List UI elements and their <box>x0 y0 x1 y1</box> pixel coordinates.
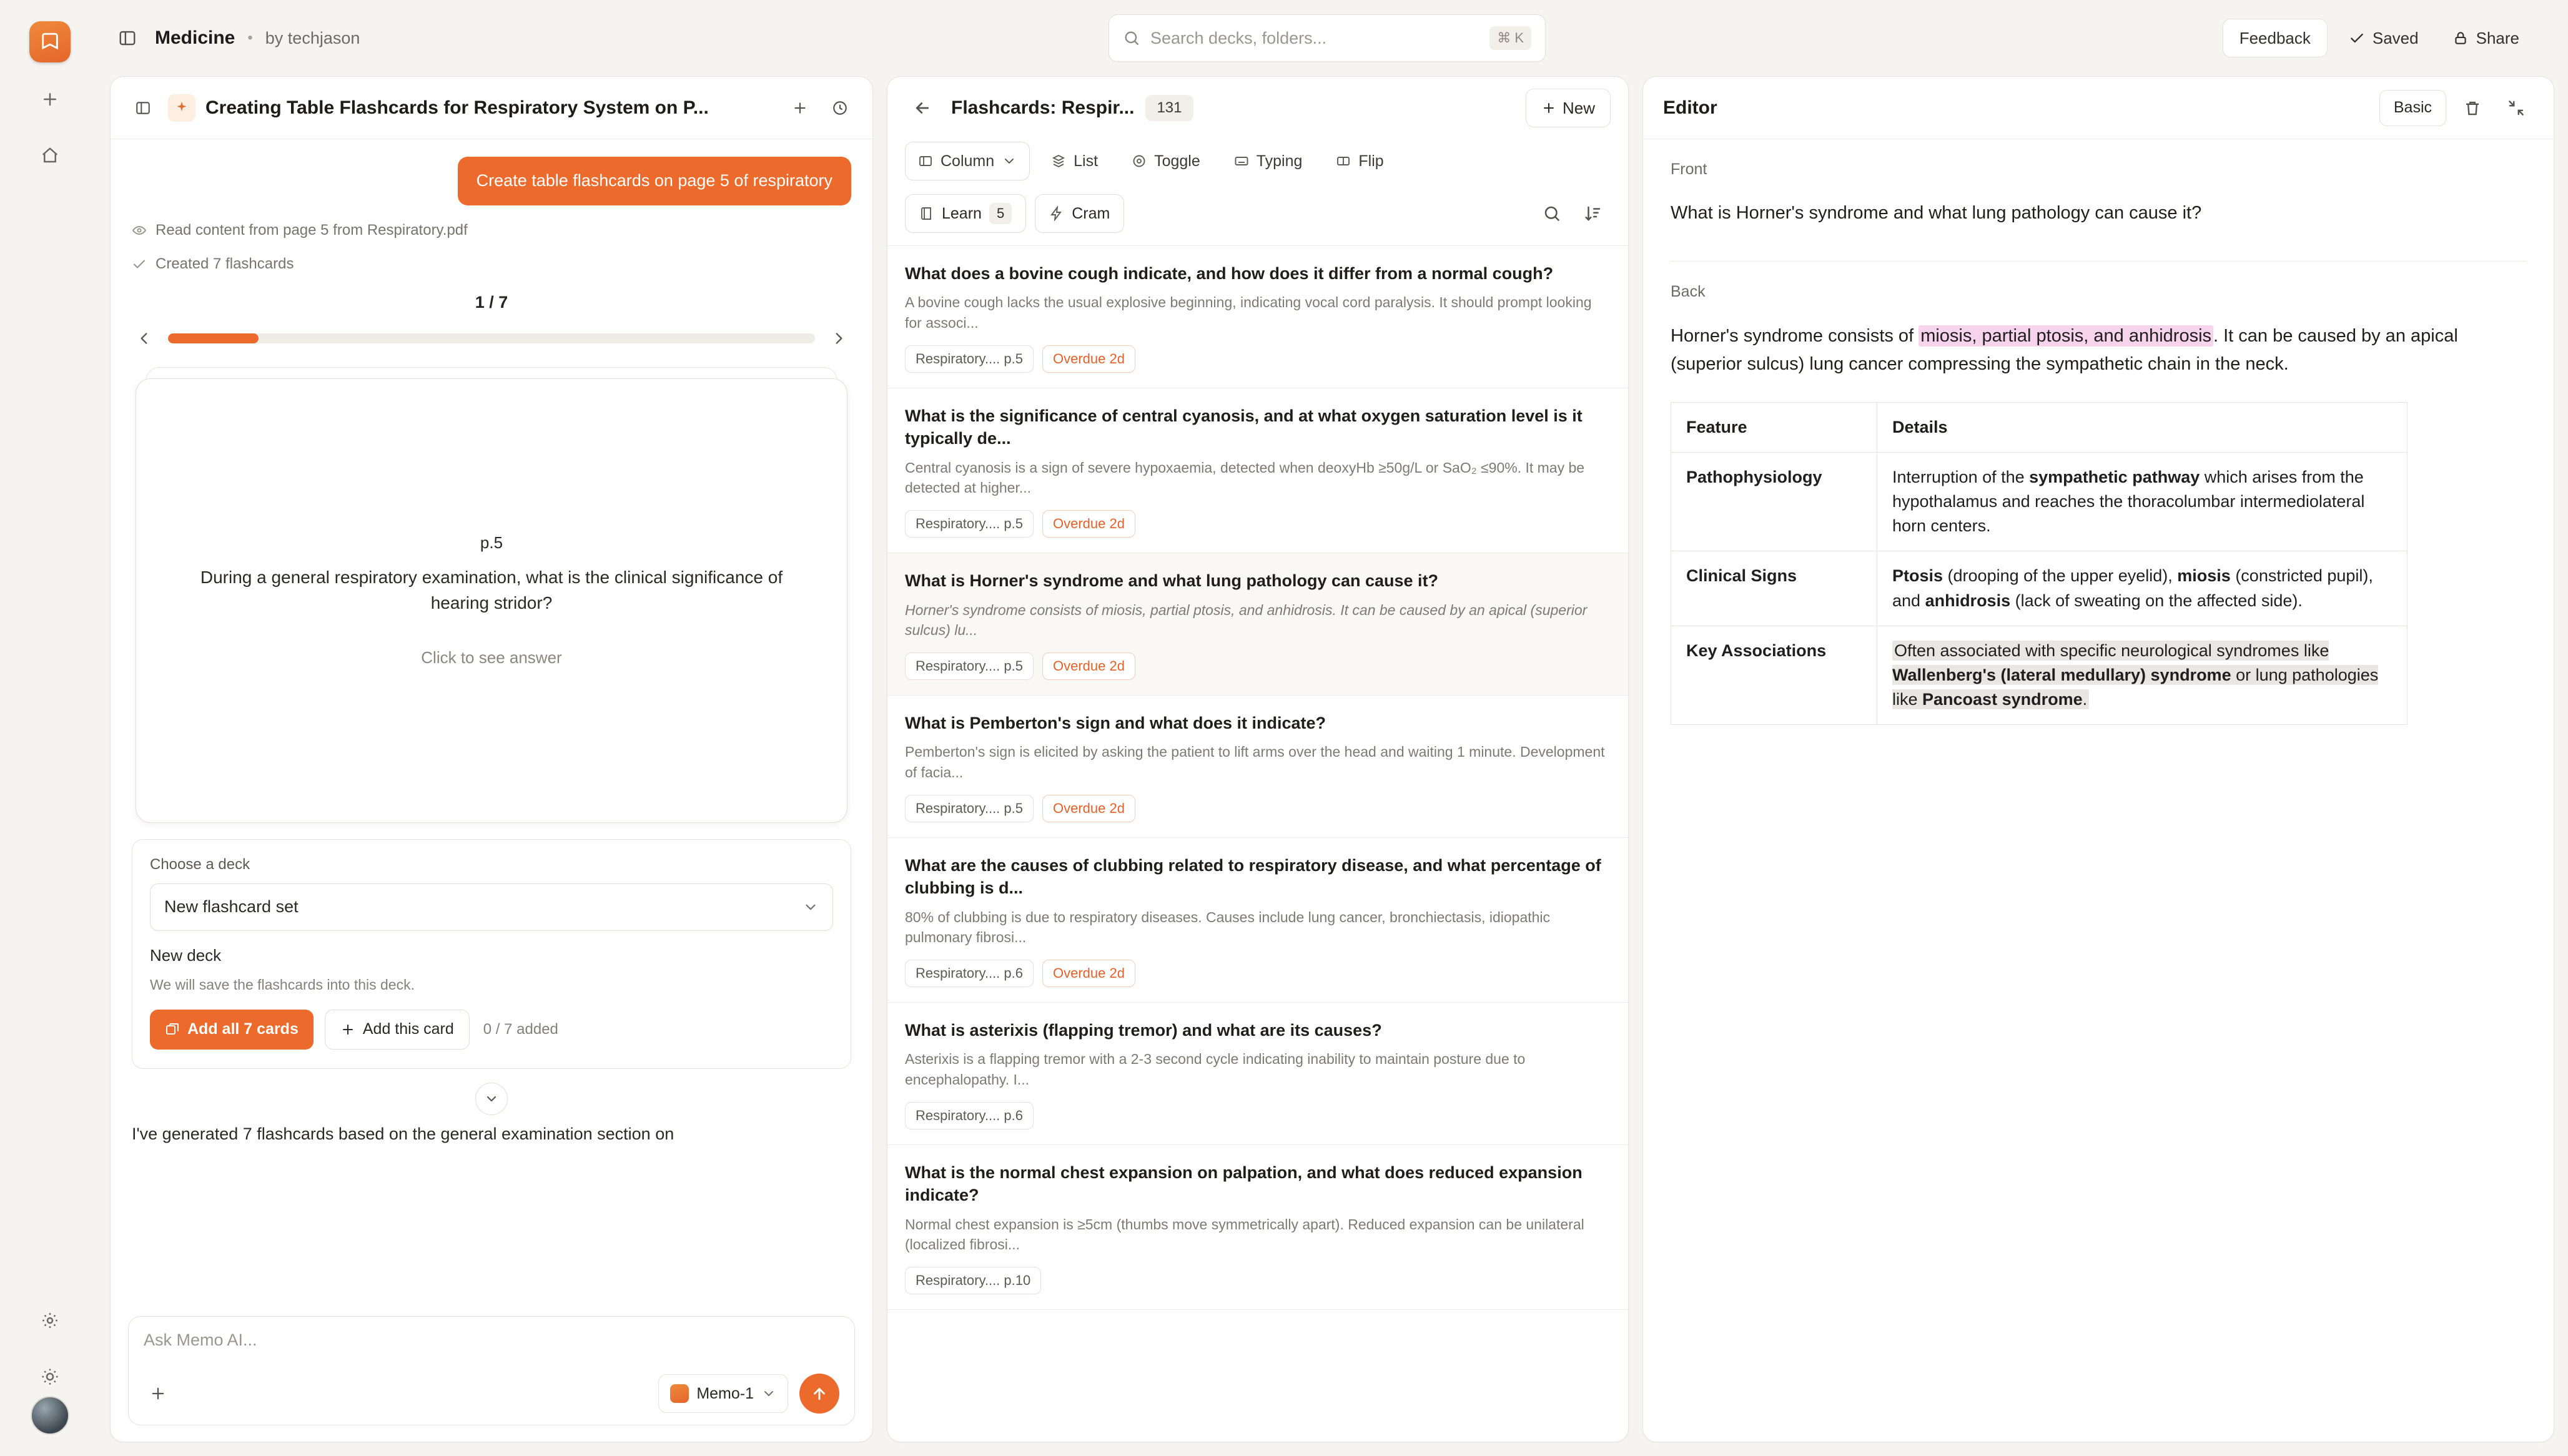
mode-column-label: Column <box>941 152 995 170</box>
progress-track <box>168 333 815 343</box>
editor-table-feature-cell: Pathophysiology <box>1671 453 1877 551</box>
flashcard-item-tags <box>905 345 1611 373</box>
editor-table-header-row <box>1671 402 2408 452</box>
editor-table-detail-text: (constricted pupil), and <box>1892 566 2373 610</box>
editor-title: Editor <box>1663 97 1717 118</box>
flashcard-item-tags <box>905 652 1611 680</box>
flashcard-source-tag[interactable]: Respiratory.... p.5 <box>905 795 1034 822</box>
collapse-chat-icon[interactable] <box>128 93 158 123</box>
flashcards-list[interactable] <box>887 246 1628 1442</box>
search-cards-icon[interactable] <box>1534 196 1569 231</box>
editor-table-detail-cell <box>1877 453 2408 551</box>
new-chat-icon[interactable] <box>785 93 815 123</box>
flashcard-source-tag[interactable]: Respiratory.... p.10 <box>905 1267 1041 1294</box>
keyboard-icon <box>1234 154 1249 169</box>
flashcard-item-question: What is the normal chest expansion on palpation, and what does reduced expansion indicate? <box>905 1163 1583 1205</box>
breadcrumb-workspace[interactable]: Medicine <box>155 27 235 48</box>
mode-flip-label: Flip <box>1358 152 1384 170</box>
flashcard-reveal-hint: Click to see answer <box>421 648 562 667</box>
toggle-sidebar-icon[interactable] <box>110 21 145 56</box>
flashcard-item-answer: Central cyanosis is a sign of severe hypoxaemia, detected when deoxyHb ≥50g/L or SaO₂ ≤90%. It may be detected at higher... <box>905 459 1585 496</box>
chat-body <box>111 139 872 1309</box>
scroll-to-bottom-button[interactable] <box>475 1083 508 1115</box>
card-type-chip[interactable] <box>2379 90 2446 126</box>
mode-toggle[interactable] <box>1119 142 1213 180</box>
front-label: Front <box>1671 160 1707 178</box>
flashcard-status-badge: Overdue 2d <box>1042 345 1135 373</box>
lock-icon <box>2452 30 2469 46</box>
prev-card-button[interactable] <box>132 326 157 351</box>
eye-icon <box>132 223 147 238</box>
cram-button[interactable] <box>1035 194 1124 233</box>
editor-table-detail-text: Often associated with specific neurological syndromes like <box>1894 641 2329 660</box>
flashcard-preview-stack <box>132 367 851 823</box>
editor-table-detail-text: or lung pathologies like <box>1892 665 2379 709</box>
list-icon <box>1051 154 1066 169</box>
editor-table-detail-text: (lack of sweating on the affected side). <box>2010 591 2303 610</box>
mode-column[interactable] <box>905 142 1030 180</box>
composer-toolbar <box>144 1374 839 1414</box>
check-icon <box>132 257 147 272</box>
search-shortcut-hint: ⌘ K <box>1489 26 1531 50</box>
editor-divider <box>1671 261 2526 262</box>
flashcard-status-badge: Overdue 2d <box>1042 510 1135 538</box>
chevron-down-icon <box>1002 154 1017 169</box>
flashcard-list-item[interactable] <box>887 553 1628 696</box>
flashcard-page-ref: p.5 <box>480 533 503 553</box>
flashcard-item-answer: Horner's syndrome consists of miosis, partial ptosis, and anhidrosis. It can be caused by an apical (superior sulcus) lu... <box>905 601 1588 638</box>
flashcard-source-tag[interactable]: Respiratory.... p.6 <box>905 960 1034 987</box>
editor-table <box>1671 402 2408 725</box>
back-text-highlight: miosis, partial ptosis, and anhidrosis <box>1919 325 2213 347</box>
model-label: Memo-1 <box>696 1384 754 1402</box>
search-input[interactable] <box>1150 29 1489 48</box>
search-bar[interactable] <box>1109 14 1546 62</box>
card-type-label: Basic <box>2393 99 2432 116</box>
flashcard-item-answer: Asterixis is a flapping tremor with a 2-3 second cycle indicating inability to maintain posture due to encephalopathy. I... <box>905 1051 1526 1088</box>
collapse-editor-icon[interactable] <box>2499 91 2534 125</box>
flashcard-item-question: What is asterixis (flapping tremor) and what are its causes? <box>905 1020 1382 1040</box>
flashcards-title: Flashcards: Respir... <box>951 97 1135 118</box>
add-this-label: Add this card <box>362 1020 454 1038</box>
share-label: Share <box>2476 28 2519 47</box>
model-selector[interactable] <box>658 1374 788 1413</box>
study-row-actions <box>1534 196 1611 231</box>
back-button[interactable] <box>905 91 940 125</box>
flashcard-item-answer: 80% of clubbing is due to respiratory diseases. Causes include lung cancer, bronchiectasis, idiopathic pulmonary fibrosi... <box>905 908 1551 945</box>
editor-table-detail-cell <box>1877 551 2408 626</box>
model-icon <box>670 1384 689 1403</box>
editor-table-row <box>1671 453 2408 551</box>
editor-table-feature-cell: Clinical Signs <box>1671 551 1877 626</box>
arrow-left-icon <box>913 99 932 117</box>
column-icon <box>918 154 933 169</box>
editor-table-detail-text: (drooping of the upper eyelid), <box>1943 566 2178 586</box>
new-flashcard-label: New <box>1562 98 1595 117</box>
editor-table-detail-cell <box>1877 626 2408 724</box>
preview-counter: 1 / 7 <box>475 292 508 312</box>
flashcard-status-badge: Overdue 2d <box>1042 795 1135 822</box>
editor-table-detail-text: miosis <box>2177 566 2231 586</box>
topbar <box>100 0 2554 76</box>
editor-body <box>1643 139 2554 1442</box>
editor-table-feature-cell: Key Associations <box>1671 626 1877 724</box>
learn-count: 5 <box>989 203 1012 224</box>
chevron-down-icon <box>761 1386 776 1401</box>
flashcard-item-tags <box>905 960 1611 987</box>
flashcard-list-item[interactable] <box>887 1145 1628 1310</box>
flashcard-item-question: What does a bovine cough indicate, and how does it differ from a normal cough? <box>905 264 1554 283</box>
deck-chooser <box>132 839 851 1069</box>
avatar[interactable] <box>31 1396 69 1435</box>
flashcard-list-item[interactable] <box>887 696 1628 838</box>
attach-button[interactable] <box>144 1379 172 1408</box>
new-flashcard-button[interactable] <box>1526 89 1611 127</box>
flashcard-question: During a general respiratory examination, what is the clinical significance of hearing stridor? <box>200 568 783 612</box>
flashcard-item-tags <box>905 510 1611 538</box>
mode-typing-label: Typing <box>1256 152 1303 170</box>
editor-table-row <box>1671 551 2408 626</box>
flashcard-item-answer: Pemberton's sign is elicited by asking the patient to lift arms over the head and waiting 1 minute. Development of facia... <box>905 744 1605 780</box>
share-button[interactable] <box>2440 19 2532 57</box>
breadcrumb-owner: by techjason <box>265 28 360 47</box>
progress-fill <box>168 333 259 343</box>
flashcard-source-tag[interactable]: Respiratory.... p.6 <box>905 1102 1034 1129</box>
front-text[interactable]: What is Horner's syndrome and what lung pathology can cause it? <box>1671 203 2202 223</box>
flashcards-header <box>887 77 1628 139</box>
settings-gear-icon[interactable] <box>31 1301 69 1340</box>
flashcard-item-question: What are the causes of clubbing related to respiratory disease, and what percentage of clubbing is d... <box>905 855 1601 898</box>
deck-note: We will save the flashcards into this deck. <box>150 976 415 993</box>
flashcard-list-item[interactable] <box>887 246 1628 388</box>
flashcard-item-question: What is Pemberton's sign and what does it indicate? <box>905 713 1326 732</box>
status-created-flashcards <box>132 255 851 273</box>
editor-table-detail-text: . <box>2082 690 2088 709</box>
columns <box>100 76 2554 1442</box>
chevron-down-icon <box>484 1091 499 1106</box>
mode-list[interactable] <box>1039 142 1110 180</box>
editor-table-header-cell: Details <box>1877 402 2408 452</box>
send-button[interactable] <box>799 1374 839 1414</box>
chat-header <box>111 77 872 139</box>
mode-toggle-label: Toggle <box>1154 152 1200 170</box>
check-icon <box>2349 30 2365 46</box>
feedback-button[interactable] <box>2223 19 2328 57</box>
saved-label: Saved <box>2372 28 2419 47</box>
app-surface <box>100 0 2568 1456</box>
editor-header <box>1643 77 2554 139</box>
flashcard-item-answer: Normal chest expansion is ≥5cm (thumbs move symmetrically apart). Reduced expansion can be unilateral (localized fibrosi... <box>905 1216 1584 1252</box>
add-all-cards-button[interactable] <box>150 1010 314 1050</box>
saved-status <box>2336 19 2431 57</box>
flashcard-item-tags <box>905 1102 1611 1129</box>
chevron-down-icon <box>802 899 819 915</box>
editor-table-row <box>1671 626 2408 724</box>
back-text-part-1: Horner's syndrome consists of <box>1671 326 1919 347</box>
flashcard-preview[interactable] <box>136 378 847 823</box>
learn-label: Learn <box>942 204 982 222</box>
feedback-label: Feedback <box>2239 28 2311 47</box>
deck-select[interactable] <box>150 883 833 931</box>
composer-placeholder[interactable]: Ask Memo AI... <box>144 1331 257 1349</box>
flashcard-item-answer: A bovine cough lacks the usual explosive beginning, indicating vocal cord paralysis. It should prompt looking for associ... <box>905 294 1592 331</box>
flashcard-item-tags <box>905 1267 1611 1294</box>
preview-progress <box>132 326 851 351</box>
deck-actions <box>150 1010 833 1050</box>
flashcard-source-tag[interactable]: Respiratory.... p.5 <box>905 345 1034 373</box>
plus-icon <box>340 1022 355 1037</box>
app-rail <box>0 0 100 1456</box>
search-icon <box>1123 29 1140 47</box>
flashcard-status-badge: Overdue 2d <box>1042 960 1135 987</box>
toggle-icon <box>1132 154 1147 169</box>
plus-icon <box>1541 101 1556 116</box>
breadcrumb-separator: • <box>247 29 253 46</box>
theme-toggle-icon[interactable] <box>31 1357 69 1396</box>
mode-flip[interactable] <box>1323 142 1396 180</box>
sparkle-icon <box>168 94 195 122</box>
chat-composer[interactable] <box>128 1316 855 1425</box>
app-logo-icon[interactable] <box>29 21 71 62</box>
added-count: 0 / 7 added <box>483 1020 558 1038</box>
next-card-button[interactable] <box>826 326 851 351</box>
flashcard-item-question: What is Horner's syndrome and what lung pathology can cause it? <box>905 571 1439 591</box>
editor-actions <box>2379 90 2534 126</box>
back-text-part-2: . It can be caused by an apical (superior sulcus) lung cancer compressing the sympathetic chain in the neck. <box>1671 326 2458 374</box>
delete-card-icon[interactable] <box>2455 91 2490 125</box>
add-all-label: Add all 7 cards <box>187 1020 299 1038</box>
flashcard-item-question: What is the significance of central cyanosis, and at what oxygen saturation level is it typically de... <box>905 406 1583 448</box>
generated-note: I've generated 7 flashcards based on the general examination section on <box>132 1124 674 1143</box>
back-text[interactable] <box>1671 322 2526 378</box>
add-this-card-button[interactable] <box>325 1010 470 1050</box>
new-item-button[interactable] <box>31 80 69 119</box>
editor-table-detail-text: Interruption of the <box>1892 468 2030 487</box>
status-read-content <box>132 222 851 239</box>
flashcard-item-tags <box>905 795 1611 822</box>
editor-table-detail-text: anhidrosis <box>1925 591 2011 610</box>
cards-icon <box>165 1022 180 1037</box>
arrow-up-icon <box>810 1384 829 1403</box>
user-message: Create table flashcards on page 5 of respiratory <box>458 157 851 205</box>
topbar-actions <box>2223 19 2532 57</box>
flip-icon <box>1336 154 1351 169</box>
status-read-label: Read content from page 5 from Respiratory.pdf <box>156 221 468 239</box>
editor-table-detail-text: Wallenberg's (lateral medullary) syndrome <box>1892 665 2231 684</box>
study-row <box>887 180 1628 246</box>
chat-history-icon[interactable] <box>825 93 855 123</box>
mode-list-label: List <box>1074 152 1099 170</box>
flashcards-panel <box>887 76 1629 1442</box>
cram-label: Cram <box>1072 204 1110 222</box>
flashcard-list-item[interactable] <box>887 838 1628 1003</box>
editor-panel <box>1642 76 2554 1442</box>
editor-table-header-cell: Feature <box>1671 402 1877 452</box>
flashcard-source-tag[interactable]: Respiratory.... p.5 <box>905 652 1034 680</box>
deck-chooser-label: Choose a deck <box>150 855 250 873</box>
flashcards-count-badge: 131 <box>1145 95 1193 121</box>
sort-cards-icon[interactable] <box>1576 196 1611 231</box>
deck-select-value: New flashcard set <box>164 897 299 917</box>
editor-table-detail-text: which arises from the hypothalamus and reaches the thoracolumbar intermediolateral horn centers. <box>1892 468 2365 536</box>
mode-typing[interactable] <box>1222 142 1315 180</box>
home-button[interactable] <box>31 136 69 175</box>
flashcard-source-tag[interactable]: Respiratory.... p.5 <box>905 510 1034 538</box>
flashcard-list-item[interactable] <box>887 388 1628 553</box>
editor-table-detail-text: sympathetic pathway <box>2029 468 2200 487</box>
learn-button[interactable] <box>905 194 1026 233</box>
bolt-icon <box>1049 206 1064 221</box>
flashcard-list-item[interactable] <box>887 1003 1628 1145</box>
book-icon <box>919 206 934 221</box>
status-created-label: Created 7 flashcards <box>156 255 294 272</box>
chat-panel <box>110 76 873 1442</box>
flashcard-status-badge: Overdue 2d <box>1042 652 1135 680</box>
editor-table-detail-text: Ptosis <box>1892 566 1943 586</box>
new-deck-option[interactable]: New deck <box>150 945 222 965</box>
editor-table-detail-text: Pancoast syndrome <box>1922 690 2083 709</box>
view-mode-row <box>887 139 1628 180</box>
back-label: Back <box>1671 283 1706 301</box>
chat-title: Creating Table Flashcards for Respiratory System on P... <box>205 97 709 118</box>
plus-icon <box>149 1385 167 1402</box>
